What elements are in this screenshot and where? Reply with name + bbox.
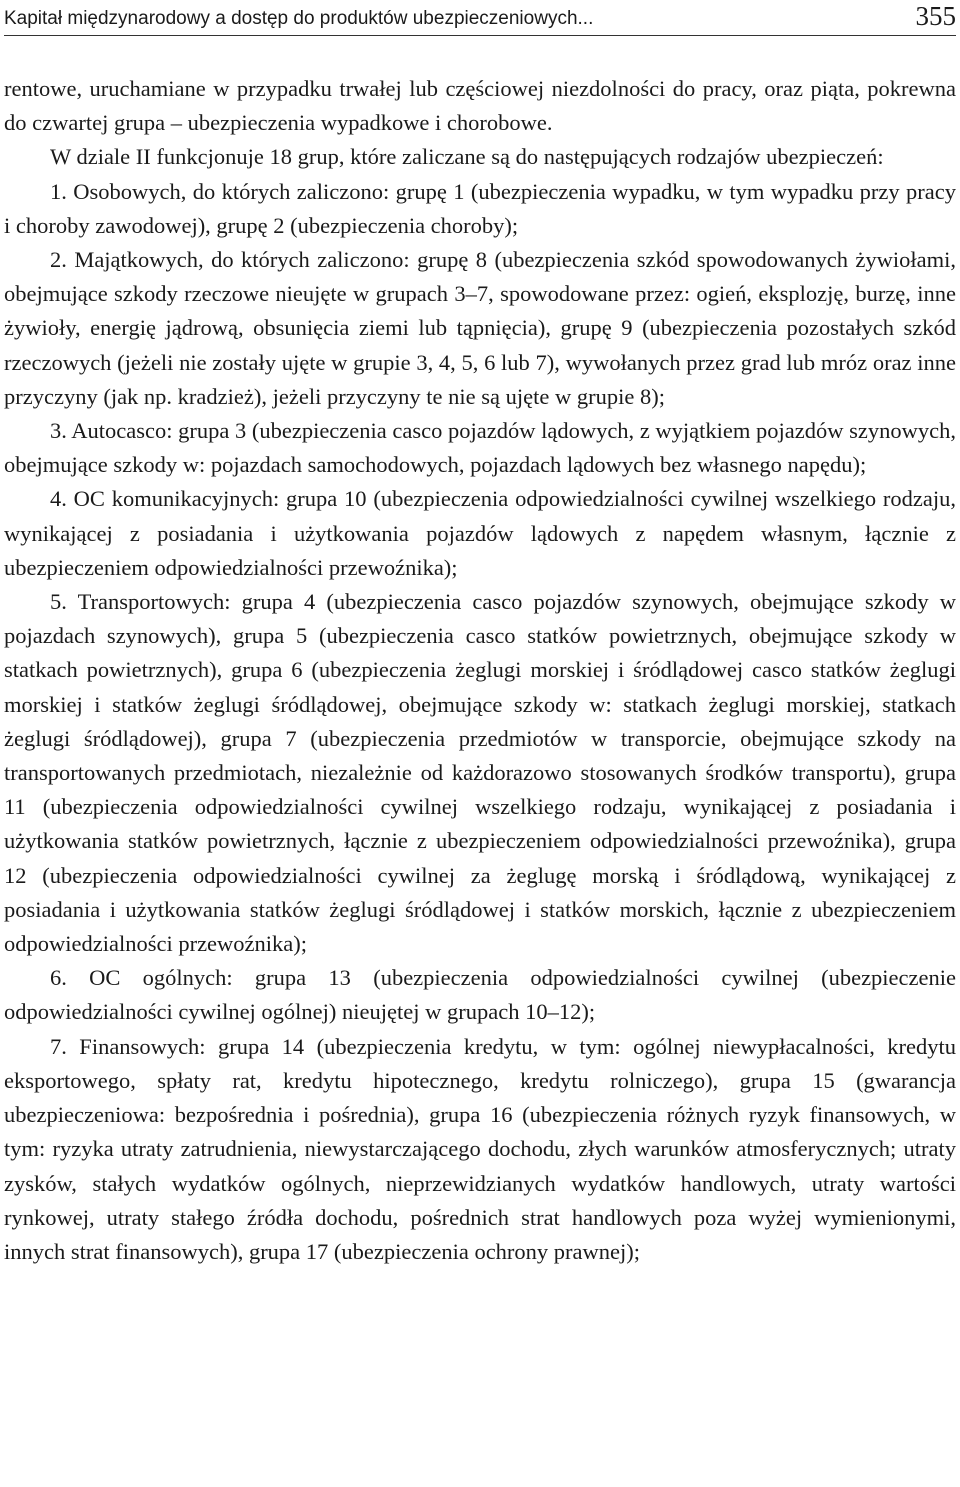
list-item-transport: 5. Transportowych: grupa 4 (ubezpieczenia casco pojazdów szynowych, obejmujące szkody w pojazdach szynowych), grupa 5 (ubezpieczenia casco statków powietrznych, obejmujące szkody w statkach powietrznych), grupa 6 (ubezpieczenia żeglugi morskiej i śródlądowej casco statków żeglugi morskiej i statków żeglugi śródlądowej, obejmujące szkody w: statkach żeglugi morskiej, statkach żeglugi śródlądowej), grupa 7 (ubezpieczenia przedmiotów w transporcie, obejmujące szkody na transportowanych przedmiotach, niezależnie od każdorazowo stosowanych środków transportu), grupa 11 (ubezpieczenia odpowiedzialności cywilnej wszelkiego rodzaju, wynikającej z posiadania i użytkowania statków powietrznych, łącznie z ubezpieczeniem odpowiedzialności przewoźnika), grupa 12 (ubezpieczenia odpowiedzialności cywilnej za żeglugę morską i śródlądową, wynikającej z posiadania i użytkowania statków żeglugi śródlądowej i statków morskich, łącznie z ubezpieczeniem odpowiedzialności przewoźnika); [4,589,956,957]
paragraph-intro-division-ii: W dziale II funkcjonuje 18 grup, które zaliczane są do następujących rodzajów ubezpieczeń: [50,144,884,170]
paragraph-continuation: rentowe, uruchamiane w przypadku trwałej lub częściowej niezdolności do pracy, oraz piąta, pokrewna do czwartej grupa – ubezpieczenia wypadkowe i chorobowe. [4,76,956,136]
list-item-personal: 1. Osobowych, do których zaliczono: grupę 1 (ubezpieczenia wypadku, w tym wypadku przy pracy i choroby zawodowej), grupę 2 (ubezpieczenia choroby); [4,178,956,238]
document-page [4,0,956,1269]
list-item-autocasco: 3. Autocasco: grupa 3 (ubezpieczenia casco pojazdów lądowych, z wyjątkiem pojazdów szynowych, obejmujące szkody w: pojazdach samochodowych, pojazdach lądowych bez własnego napędu); [4,418,956,478]
list-item-property: 2. Majątkowych, do których zaliczono: grupę 8 (ubezpieczenia szkód spowodowanych żywiołami, obejmujące szkody rzeczowe nieujęte w grupach 3–7, spowodowane przez: ogień, eksplozję, burzę, inne żywioły, energię jądrową, obsunięcia ziemi lub tąpnięcia), grupę 9 (ubezpieczenia pozostałych szkód rzeczowych (jeżeli nie zostały ujęte w grupie 3, 4, 5, 6 lub 7), wywołanych przez grad lub mróz oraz inne przyczyny (jak np. kradzież), jeżeli przyczyny te nie są ujęte w grupie 8); [4,247,956,409]
running-header [4,0,956,36]
page-number: 355 [915,1,956,31]
running-header-title: Kapitał międzynarodowy a dostęp do produktów ubezpieczeniowych... [4,8,594,29]
list-item-financial: 7. Finansowych: grupa 14 (ubezpieczenia kredytu, w tym: ogólnej niewypłacalności, kredytu eksportowego, spłaty rat, kredytu hipotecznego, kredytu rolniczego), grupa 15 (gwarancja ubezpieczeniowa: bezpośrednia i pośrednia), grupa 16 (ubezpieczenia różnych ryzyk finansowych, w tym: ryzyka utraty zatrudnienia, niewystarczającego dochodu, złych warunków atmosferycznych; utraty zysków, stałych wydatków ogólnych, nieprzewidzianych wydatków handlowych, utraty wartości rynkowej, utraty stałego źródła dochodu, pośrednich strat handlowych poza wyżej wymienionymi, innych strat finansowych), grupa 17 (ubezpieczenia ochrony prawnej); [4,1033,956,1264]
list-item-motor-liability: 4. OC komunikacyjnych: grupa 10 (ubezpieczenia odpowiedzialności cywilnej wszelkiego rodzaju, wynikającej z posiadania i użytkowania pojazdów lądowych z napędem własnym, łącznie z ubezpieczeniem odpowiedzialności przewoźnika); [4,486,956,580]
list-item-general-liability: 6. OC ogólnych: grupa 13 (ubezpieczenia odpowiedzialności cywilnej (ubezpieczenie odpowiedzialności cywilnej ogólnej) nieujętej w grupach 10–12); [4,965,956,1025]
body-text [4,72,956,1269]
